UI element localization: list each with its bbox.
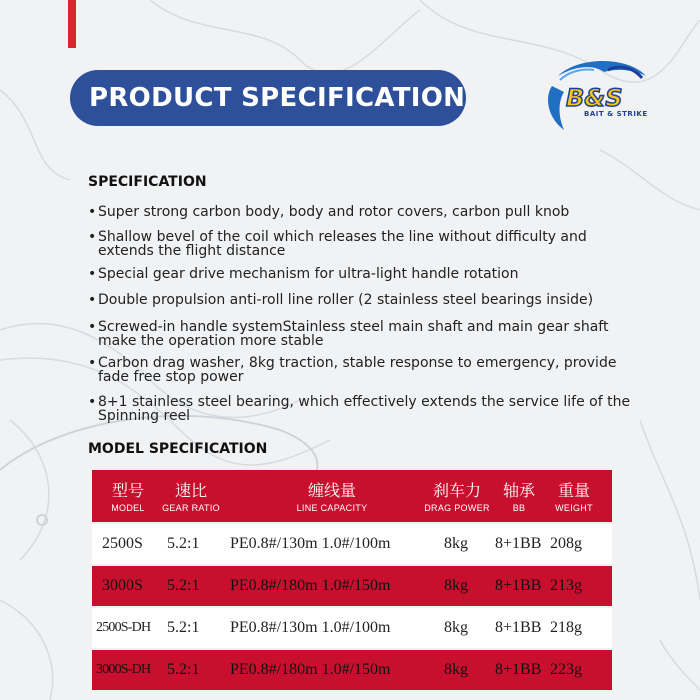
cell-drag: 8kg: [444, 577, 468, 594]
cell-bb: 8+1BB: [495, 661, 542, 678]
list-item: • 8+1 stainless steel bearing, which effectively extends the service life of the Spinning reel: [88, 395, 668, 423]
header-model: 型号 MODEL: [111, 481, 145, 513]
header-gear-ratio: 速比 GEAR RATIO: [162, 481, 220, 513]
cell-bb: 8+1BB: [495, 619, 542, 636]
cell-drag: 8kg: [444, 535, 468, 552]
cell-model: 3000S: [102, 577, 143, 594]
list-item: • Double propulsion anti-roll line roller (2 stainless steel bearings inside): [88, 293, 668, 307]
table-row: [92, 650, 612, 690]
table-row: [92, 566, 612, 606]
cell-ratio: 5.2:1: [167, 661, 200, 678]
header-drag-power: 刹车力 DRAG POWER: [424, 481, 490, 513]
cell-weight: 223g: [550, 661, 582, 678]
page-title-banner: [70, 70, 466, 126]
model-specification-heading: MODEL SPECIFICATION: [88, 441, 268, 457]
cell-model: 3000S-DH: [96, 662, 151, 677]
header-line-capacity: 缠线量 LINE CAPACITY: [296, 481, 368, 513]
cell-weight: 218g: [550, 619, 582, 636]
cell-model: 2500S-DH: [96, 620, 151, 635]
specification-heading: SPECIFICATION: [88, 174, 207, 190]
cell-weight: 213g: [550, 577, 582, 594]
table-row: [92, 608, 612, 648]
specification-list: [88, 205, 668, 423]
model-spec-table: [92, 470, 612, 690]
header-weight: 重量 WEIGHT: [555, 481, 593, 513]
cell-ratio: 5.2:1: [167, 577, 200, 594]
cell-capacity: PE0.8#/180m 1.0#/150m: [230, 577, 391, 594]
list-item: • Super strong carbon body, body and rotor covers, carbon pull knob: [88, 205, 668, 219]
cell-ratio: 5.2:1: [167, 535, 200, 552]
cell-ratio: 5.2:1: [167, 619, 200, 636]
brand-logo: [538, 58, 658, 138]
table-header: [92, 470, 612, 522]
cell-capacity: PE0.8#/130m 1.0#/100m: [230, 619, 391, 636]
cell-capacity: PE0.8#/180m 1.0#/150m: [230, 661, 391, 678]
cell-drag: 8kg: [444, 619, 468, 636]
cell-drag: 8kg: [444, 661, 468, 678]
list-item: • Carbon drag washer, 8kg traction, stable response to emergency, provide fade free stop power: [88, 356, 668, 384]
cell-weight: 208g: [550, 535, 582, 552]
red-accent-bar: [68, 0, 76, 48]
header-bb: 轴承 BB: [502, 481, 535, 513]
page-title: PRODUCT SPECIFICATION: [89, 83, 466, 113]
list-item: • Special gear drive mechanism for ultra-light handle rotation: [88, 267, 668, 281]
cell-capacity: PE0.8#/130m 1.0#/100m: [230, 535, 391, 552]
list-item: • Screwed-in handle systemStainless steel main shaft and main gear shaft make the operation more stable: [88, 320, 668, 348]
cell-bb: 8+1BB: [495, 577, 542, 594]
logo-tagline: BAIT & STRIKE: [584, 110, 648, 118]
cell-bb: 8+1BB: [495, 535, 542, 552]
table-row: [92, 524, 612, 564]
logo-wordmark: B&S: [566, 84, 623, 112]
cell-model: 2500S: [102, 535, 143, 552]
list-item: • Shallow bevel of the coil which releases the line without difficulty and extends the flight distance: [88, 230, 668, 258]
